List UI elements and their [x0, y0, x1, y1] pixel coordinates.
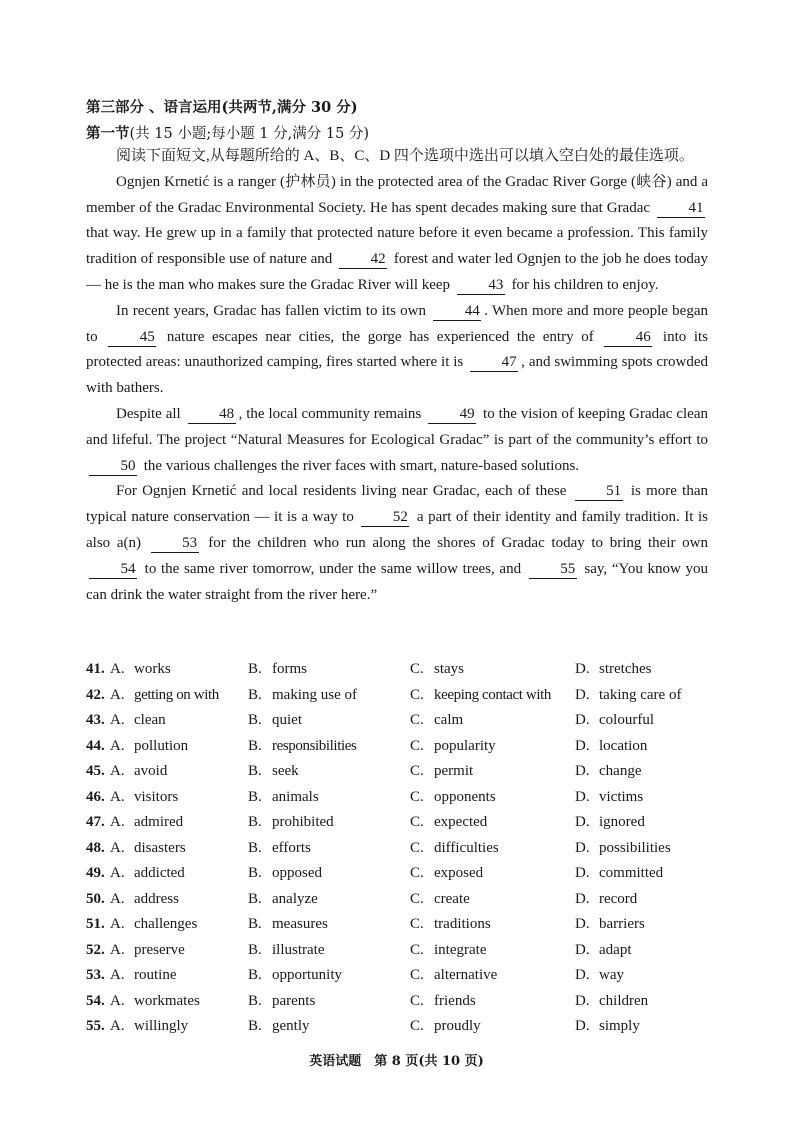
option-text: opportunity — [272, 967, 342, 983]
option-b — [248, 891, 318, 908]
blank-53: 53 — [151, 534, 199, 553]
option-text: stays — [434, 661, 464, 677]
option-text: avoid — [134, 763, 168, 779]
option-text: illustrate — [272, 941, 325, 958]
option-text: getting on with — [134, 686, 219, 703]
option-a — [110, 687, 219, 704]
option-text: exposed — [434, 865, 484, 881]
option-letter: A. — [110, 890, 125, 907]
question-row — [86, 763, 726, 789]
question-row — [86, 967, 726, 993]
option-text: willingly — [134, 1018, 189, 1034]
option-d — [575, 814, 645, 831]
option-c — [410, 916, 491, 933]
question-row — [86, 687, 726, 713]
option-text: challenges — [134, 916, 198, 932]
page-footer: 英语试题 第 8 页(共 10 页) — [309, 1054, 484, 1069]
question-number: 49. — [86, 865, 105, 881]
option-text: workmates — [134, 992, 200, 1009]
passage-text: For Ognjen Krnetić and local residents living near Gradac, each of these — [116, 483, 572, 500]
question-row — [86, 661, 726, 687]
instructions: 阅读下面短文,从每题所给的 A、B、C、D 四个选项中选出可以填入空白处的最佳选项。 — [116, 148, 694, 164]
question-row — [86, 993, 726, 1019]
option-letter: D. — [575, 941, 590, 958]
option-text: simply — [599, 1018, 640, 1034]
passage-text: to the vision of keeping Gradac clean and lifeful. The project “Natural Measures for Ecological Gradac” is part of the community’s effort to — [86, 405, 708, 448]
option-text: prohibited — [272, 814, 334, 830]
option-letter: C. — [410, 839, 424, 856]
option-letter: B. — [248, 737, 262, 754]
option-text: addicted — [134, 865, 185, 881]
option-letter: C. — [410, 865, 424, 881]
option-text: animals — [272, 788, 319, 805]
option-letter: C. — [410, 686, 424, 703]
option-text: record — [599, 890, 638, 907]
blank-43: 43 — [457, 276, 505, 295]
option-b — [248, 1018, 310, 1035]
question-number: 47. — [86, 814, 105, 830]
option-text: colourful — [599, 712, 654, 728]
passage-text: that way. He grew up in a family that protected nature before it even became a profession. This family tradition of responsible use of nature and — [86, 225, 708, 268]
option-letter: B. — [248, 712, 262, 728]
option-letter: A. — [110, 967, 125, 983]
option-letter: B. — [248, 1018, 262, 1034]
option-text: children — [599, 992, 649, 1009]
option-text: committed — [599, 865, 664, 881]
option-d — [575, 916, 645, 933]
option-text: location — [599, 737, 648, 754]
question-number: 43. — [86, 712, 105, 728]
passage-text: , the local community remains — [238, 405, 426, 422]
option-text: traditions — [434, 916, 491, 932]
blank-52: 52 — [361, 508, 409, 527]
option-a — [110, 738, 188, 755]
option-letter: D. — [575, 890, 590, 907]
option-c — [410, 891, 470, 908]
option-text: victims — [599, 788, 644, 805]
option-letter: B. — [248, 916, 262, 932]
blank-41: 41 — [657, 199, 705, 218]
passage-text: , and swimming spots crowded with bathers. — [86, 354, 708, 397]
blank-46: 46 — [604, 328, 652, 347]
question-number: 42. — [86, 686, 105, 703]
question-number: 50. — [86, 890, 105, 907]
option-letter: A. — [110, 737, 125, 754]
blank-42: 42 — [339, 250, 387, 269]
option-text: pollution — [134, 737, 189, 754]
option-letter: A. — [110, 916, 125, 932]
option-letter: A. — [110, 1018, 125, 1034]
question-number: 53. — [86, 967, 105, 983]
option-d — [575, 993, 648, 1010]
option-b — [248, 661, 307, 678]
option-text: keeping contact with — [434, 686, 551, 703]
question-number: 41. — [86, 661, 105, 677]
question-number: 44. — [86, 737, 105, 754]
option-b — [248, 993, 315, 1010]
blank-47: 47 — [470, 353, 518, 372]
option-b — [248, 916, 328, 933]
option-letter: A. — [110, 941, 125, 958]
option-b — [248, 967, 342, 984]
question-number: 51. — [86, 916, 105, 932]
option-b — [248, 687, 357, 704]
option-letter: D. — [575, 788, 590, 805]
option-letter: D. — [575, 661, 590, 677]
option-c — [410, 814, 487, 831]
option-text: integrate — [434, 941, 487, 958]
option-a — [110, 1018, 188, 1035]
option-d — [575, 789, 643, 806]
option-a — [110, 661, 171, 678]
option-letter: B. — [248, 941, 262, 958]
option-letter: C. — [410, 967, 424, 983]
option-letter: C. — [410, 992, 424, 1009]
blank-54: 54 — [89, 560, 137, 579]
option-text: opponents — [434, 788, 496, 805]
option-a — [110, 814, 183, 831]
question-row — [86, 840, 726, 866]
option-b — [248, 865, 322, 882]
option-c — [410, 967, 497, 984]
paragraph-4 — [86, 479, 708, 608]
option-d — [575, 661, 651, 678]
blank-55: 55 — [529, 560, 577, 579]
option-letter: A. — [110, 686, 125, 703]
option-text: disasters — [134, 839, 186, 856]
option-a — [110, 789, 178, 806]
option-text: parents — [272, 992, 316, 1009]
option-letter: A. — [110, 661, 125, 677]
option-text: ignored — [599, 814, 645, 830]
blank-49: 49 — [428, 405, 476, 424]
option-text: popularity — [434, 737, 496, 754]
option-b — [248, 738, 356, 755]
option-text: seek — [272, 763, 299, 779]
paragraph-3 — [86, 402, 708, 479]
option-text: proudly — [434, 1018, 481, 1034]
question-number: 54. — [86, 992, 105, 1009]
option-text: possibilities — [599, 839, 671, 856]
option-text: making use of — [272, 686, 357, 703]
option-text: create — [434, 890, 470, 907]
option-a — [110, 993, 200, 1010]
option-letter: C. — [410, 788, 424, 805]
option-a — [110, 763, 167, 780]
option-text: way — [599, 967, 624, 983]
option-letter: B. — [248, 686, 262, 703]
option-b — [248, 942, 325, 959]
option-letter: D. — [575, 967, 590, 983]
option-text: forms — [272, 661, 307, 677]
question-number: 55. — [86, 1018, 105, 1034]
option-d — [575, 687, 681, 704]
option-text: address — [134, 890, 179, 907]
option-a — [110, 967, 177, 984]
question-row — [86, 814, 726, 840]
passage-text: is more than typical nature conservation — it is a way to — [86, 483, 708, 526]
blank-44: 44 — [433, 302, 481, 321]
option-letter: C. — [410, 737, 424, 754]
option-d — [575, 738, 647, 755]
option-a — [110, 942, 185, 959]
option-d — [575, 1018, 640, 1035]
subsection-title — [86, 122, 369, 143]
blank-50: 50 — [89, 457, 137, 476]
option-d — [575, 865, 663, 882]
option-text: barriers — [599, 916, 645, 932]
option-letter: D. — [575, 839, 590, 856]
question-number: 48. — [86, 839, 105, 856]
option-text: gently — [272, 1018, 310, 1034]
option-letter: C. — [410, 661, 424, 677]
option-text: quiet — [272, 712, 302, 728]
option-text: measures — [272, 916, 328, 932]
option-d — [575, 763, 641, 780]
paragraph-2 — [86, 299, 708, 402]
option-text: change — [599, 763, 642, 779]
blank-48: 48 — [188, 405, 236, 424]
option-c — [410, 738, 496, 755]
question-row — [86, 942, 726, 968]
passage-text: for the children who run along the shores of Gradac today to bring their own — [201, 534, 708, 551]
option-c — [410, 1018, 481, 1035]
option-text: calm — [434, 712, 464, 728]
option-b — [248, 789, 319, 806]
paragraph-1 — [86, 170, 708, 299]
question-number: 52. — [86, 941, 105, 958]
option-text: taking care of — [599, 686, 682, 703]
option-letter: B. — [248, 788, 262, 805]
option-letter: C. — [410, 814, 424, 830]
option-letter: C. — [410, 763, 424, 779]
passage-text: the various challenges the river faces with smart, nature-based solutions. — [140, 457, 580, 474]
subsection-label: 第一节 — [86, 125, 130, 142]
option-b — [248, 763, 299, 780]
option-letter: B. — [248, 839, 262, 856]
option-a — [110, 865, 185, 882]
passage-text: . When more and more people began to — [86, 302, 708, 345]
option-d — [575, 840, 671, 857]
option-c — [410, 942, 486, 959]
option-text: adapt — [599, 941, 632, 958]
passage-text: forest and water led Ognjen to the job he does today — he is the man who makes sure the Gradac River will keep — [86, 251, 708, 293]
option-c — [410, 789, 496, 806]
question-row — [86, 916, 726, 942]
option-letter: A. — [110, 814, 125, 830]
option-letter: B. — [248, 814, 262, 830]
question-number: 45. — [86, 763, 105, 779]
option-text: works — [134, 661, 171, 677]
option-d — [575, 891, 637, 908]
option-b — [248, 840, 311, 857]
passage-text: to the same river tomorrow, under the same willow trees, and — [140, 560, 526, 577]
blank-51: 51 — [575, 482, 623, 501]
option-letter: C. — [410, 1018, 424, 1034]
question-row — [86, 789, 726, 815]
option-letter: B. — [248, 763, 262, 779]
option-text: friends — [434, 992, 476, 1009]
option-letter: D. — [575, 737, 590, 754]
option-b — [248, 814, 334, 831]
option-letter: D. — [575, 712, 590, 728]
option-letter: B. — [248, 992, 262, 1009]
passage-text: In recent years, Gradac has fallen victim to its own — [116, 302, 431, 319]
option-text: alternative — [434, 967, 498, 983]
question-row — [86, 865, 726, 891]
question-row — [86, 712, 726, 738]
passage-text: for his children to enjoy. — [507, 276, 659, 293]
option-c — [410, 865, 483, 882]
option-letter: D. — [575, 865, 590, 881]
option-text: routine — [134, 967, 177, 983]
option-letter: A. — [110, 763, 125, 779]
option-text: expected — [434, 814, 488, 830]
blank-45: 45 — [108, 328, 156, 347]
option-a — [110, 840, 186, 857]
option-c — [410, 712, 463, 729]
option-letter: C. — [410, 712, 424, 728]
option-c — [410, 763, 473, 780]
option-letter: C. — [410, 890, 424, 907]
passage-text: into its protected areas: unauthorized camping, fires started where it is — [86, 328, 709, 371]
question-row — [86, 738, 726, 764]
question-row — [86, 1018, 726, 1044]
option-text: difficulties — [434, 839, 499, 856]
option-d — [575, 942, 631, 959]
option-a — [110, 712, 166, 729]
section-title: 第三部分 、语言运用(共两节,满分 30 分) — [86, 99, 358, 116]
option-letter: D. — [575, 992, 590, 1009]
option-letter: D. — [575, 814, 590, 830]
option-text: responsibilities — [272, 737, 357, 754]
passage-text: nature escapes near cities, the gorge has experienced the entry of — [159, 328, 602, 345]
question-number: 46. — [86, 788, 105, 805]
passage-text: say, “You know you can drink the water straight from the river here.” — [86, 560, 708, 603]
option-text: admired — [134, 814, 184, 830]
passage-text: Despite all — [116, 405, 185, 422]
subsection-detail: (共 15 小题;每小题 1 分,满分 15 分) — [129, 126, 370, 142]
option-letter: D. — [575, 763, 590, 779]
option-letter: A. — [110, 865, 125, 881]
option-c — [410, 993, 476, 1010]
option-text: permit — [434, 763, 474, 779]
option-a — [110, 916, 197, 933]
option-text: stretches — [599, 661, 652, 677]
passage-text: a part of their identity and family tradition. It is also a(n) — [86, 509, 708, 551]
option-c — [410, 687, 551, 704]
option-letter: B. — [248, 865, 262, 881]
passage-text: Ognjen Krnetić is a ranger (护林员) in the protected area of the Gradac River Gorge (峡谷) and a member of the Gradac Environmental Society. He has spent decades making sure that Gradac — [86, 173, 708, 216]
cloze-passage — [86, 144, 708, 608]
option-letter: A. — [110, 788, 125, 805]
option-d — [575, 967, 624, 984]
option-letter: D. — [575, 686, 590, 703]
option-letter: A. — [110, 839, 125, 856]
option-letter: D. — [575, 1018, 590, 1034]
option-letter: A. — [110, 712, 125, 728]
option-letter: B. — [248, 890, 262, 907]
option-text: opposed — [272, 865, 322, 881]
option-letter: A. — [110, 992, 125, 1009]
question-row — [86, 891, 726, 917]
option-text: efforts — [272, 839, 311, 856]
option-text: visitors — [134, 788, 179, 805]
option-c — [410, 661, 464, 678]
option-letter: B. — [248, 661, 262, 677]
option-letter: D. — [575, 916, 590, 932]
option-letter: B. — [248, 967, 262, 983]
option-d — [575, 712, 654, 729]
options-list — [86, 661, 726, 1044]
option-letter: C. — [410, 916, 424, 932]
option-a — [110, 891, 179, 908]
option-b — [248, 712, 302, 729]
option-text: preserve — [134, 941, 185, 958]
option-letter: C. — [410, 941, 424, 958]
option-c — [410, 840, 499, 857]
option-text: clean — [134, 712, 166, 728]
option-text: analyze — [272, 890, 318, 907]
